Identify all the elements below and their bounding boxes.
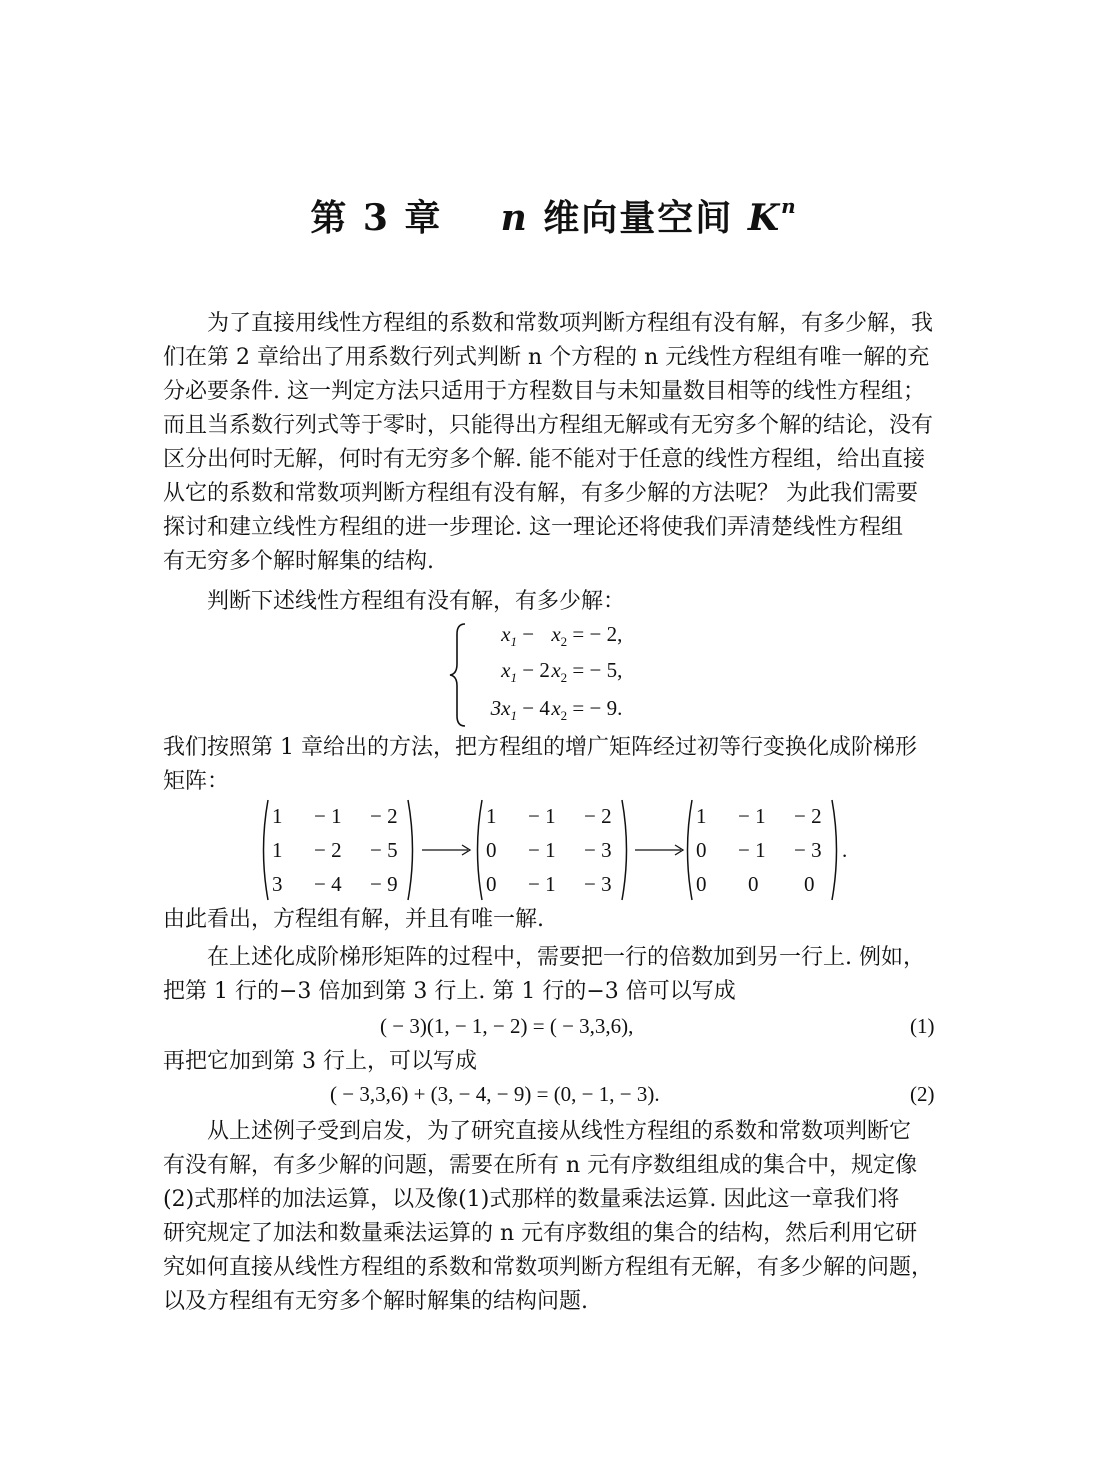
matrix-cell: − 2 — [584, 804, 612, 828]
method-line: 矩阵： — [163, 769, 230, 794]
title-space: K — [747, 197, 782, 239]
matrix-cell: 0 — [486, 872, 497, 896]
add-line: 再把它加到第 3 行上，可以写成 — [163, 1049, 477, 1074]
matrix-cell: − 1 — [528, 838, 556, 862]
step-line: 在上述化成阶梯形矩阵的过程中，需要把一行的倍数加到另一行上. 例如， — [207, 945, 925, 970]
equation-row: $x_1 - 2x_2$ = − 5, — [501, 658, 623, 686]
left-brace-icon — [447, 620, 471, 730]
title-sup: n — [781, 194, 798, 218]
matrix-cell: − 1 — [528, 804, 556, 828]
matrix-cell: 1 — [696, 804, 707, 828]
intro-line: 而且当系数行列式等于零时，只能得出方程组无解或有无穷多个解的结论，没有 — [163, 413, 934, 438]
title-text: 维向量空间 — [528, 197, 748, 239]
matrix-step — [472, 798, 632, 902]
equation-1: ( − 3)(1, − 1, − 2) = ( − 3,3,6), — [380, 1014, 634, 1038]
intro-line: 区分出何时无解，何时有无穷多个解. 能不能对于任意的线性方程组，给出直接 — [163, 447, 925, 472]
matrix-cell: 0 — [748, 872, 759, 896]
chapter-number: 第 3 章 — [310, 197, 443, 239]
equation-row: $x_1 - x_2$ = − 2, — [501, 622, 623, 650]
matrix-cell: 1 — [272, 838, 283, 862]
arrow-right-icon — [420, 843, 472, 857]
equation-row: $3x_1 - 4x_2$ = − 9. — [490, 696, 623, 724]
matrix-cell: − 1 — [738, 838, 766, 862]
outro-line: 究如何直接从线性方程组的系数和常数项判断方程组有无解，有多少解的问题， — [163, 1255, 934, 1280]
matrix-cell: − 2 — [314, 838, 342, 862]
matrix-cell: 0 — [804, 872, 815, 896]
intro-line: 有无穷多个解时解集的结构. — [163, 549, 434, 574]
step-line: 把第 1 行的−3 倍加到第 3 行上. 第 1 行的−3 倍可以写成 — [163, 979, 736, 1004]
intro-line: 分必要条件. 这一判定方法只适用于方程数目与未知量数目相等的线性方程组； — [163, 379, 925, 404]
matrix-period: . — [842, 838, 848, 862]
title-var: n — [500, 197, 529, 239]
matrix-sequence — [258, 798, 858, 902]
matrix-augmented — [258, 798, 418, 902]
intro-line: 探讨和建立线性方程组的进一步理论. 这一理论还将使我们弄清楚线性方程组 — [163, 515, 903, 540]
intro-line: 们在第 2 章给出了用系数行列式判断 n 个方程的 n 元线性方程组有唯一解的充 — [163, 345, 930, 370]
chapter-title — [0, 190, 1108, 241]
equation-2-number: (2) — [910, 1082, 935, 1106]
matrix-cell: − 4 — [314, 872, 342, 896]
method-line: 我们按照第 1 章给出的方法，把方程组的增广矩阵经过初等行变换化成阶梯形 — [163, 735, 917, 760]
outro-line: 有没有解，有多少解的问题，需要在所有 n 元有序数组组成的集合中，规定像 — [163, 1153, 918, 1178]
equation-2: ( − 3,3,6) + (3, − 4, − 9) = (0, − 1, − 3). — [330, 1082, 660, 1106]
matrix-cell: − 1 — [528, 872, 556, 896]
matrix-cell: 0 — [486, 838, 497, 862]
matrix-cell: − 2 — [370, 804, 398, 828]
matrix-cell: − 3 — [584, 838, 612, 862]
matrix-cell: 0 — [696, 838, 707, 862]
matrix-cell: 0 — [696, 872, 707, 896]
matrix-cell: − 1 — [738, 804, 766, 828]
outro-line: (2)式那样的加法运算，以及像(1)式那样的数量乘法运算. 因此这一章我们将 — [163, 1187, 900, 1212]
equation-1-number: (1) — [910, 1014, 935, 1038]
conclusion-line: 由此看出，方程组有解，并且有唯一解. — [163, 907, 544, 932]
matrix-cell: 1 — [272, 804, 283, 828]
intro-line: 为了直接用线性方程组的系数和常数项判断方程组有没有解，有多少解，我 — [207, 311, 934, 336]
equation-system — [447, 620, 707, 730]
judge-line: 判断下述线性方程组有没有解，有多少解： — [207, 589, 626, 614]
matrix-cell: 1 — [486, 804, 497, 828]
matrix-cell: − 2 — [794, 804, 822, 828]
matrix-cell: − 5 — [370, 838, 398, 862]
matrix-cell: − 9 — [370, 872, 398, 896]
matrix-cell: − 1 — [314, 804, 342, 828]
matrix-echelon — [682, 798, 842, 902]
matrix-cell: 3 — [272, 872, 283, 896]
outro-line: 研究规定了加法和数量乘法运算的 n 元有序数组的集合的结构，然后利用它研 — [163, 1221, 918, 1246]
matrix-cell: − 3 — [584, 872, 612, 896]
matrix-cell: − 3 — [794, 838, 822, 862]
outro-line: 从上述例子受到启发，为了研究直接从线性方程组的系数和常数项判断它 — [207, 1119, 912, 1144]
arrow-right-icon — [633, 843, 685, 857]
outro-line: 以及方程组有无穷多个解时解集的结构问题. — [163, 1289, 588, 1314]
intro-line: 从它的系数和常数项判断方程组有没有解，有多少解的方法呢？ 为此我们需要 — [163, 481, 918, 506]
